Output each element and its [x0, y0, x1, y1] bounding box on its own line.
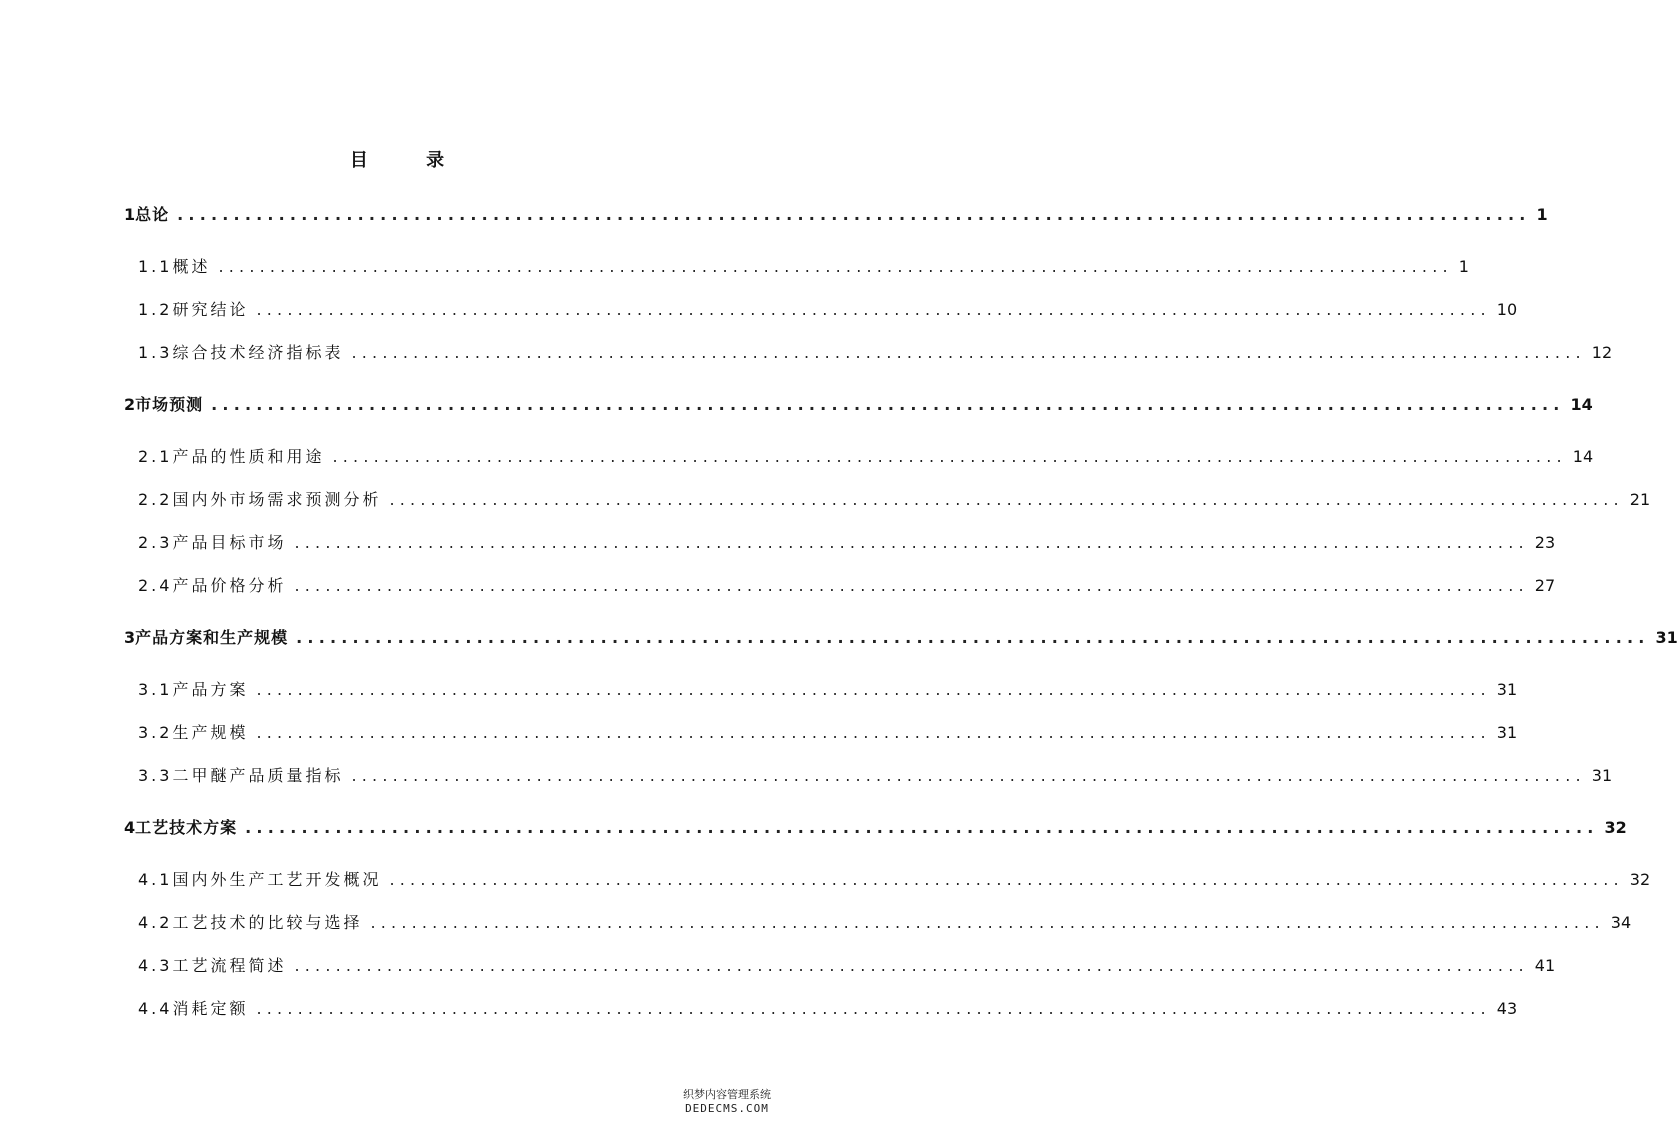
- toc-entry-page: 1: [1536, 205, 1548, 224]
- toc-entry[interactable]: [138, 340, 1613, 363]
- toc-entry-page: 32: [1604, 818, 1627, 837]
- toc-entry-number: 4.2: [138, 913, 173, 932]
- toc-entry[interactable]: [138, 573, 1556, 596]
- toc-entry[interactable]: [138, 444, 1594, 467]
- toc-entry-number: 1.3: [138, 343, 173, 362]
- toc-dot-leader: ........................................................................................................................: [256, 680, 1491, 699]
- toc-dot-leader: ........................................................................................................................: [351, 766, 1586, 785]
- toc-entry[interactable]: [124, 625, 1678, 648]
- toc-entry[interactable]: [124, 392, 1593, 415]
- toc-entry-page: 43: [1496, 999, 1518, 1018]
- toc-entry-number: 2.3: [138, 533, 173, 552]
- toc-entry-page: 31: [1496, 680, 1518, 699]
- toc-entry-number: 1.2: [138, 300, 173, 319]
- toc-entry-label: 总论: [135, 205, 170, 224]
- toc-dot-leader: ........................................................................................................................: [351, 343, 1586, 362]
- toc-dot-leader: ........................................................................................................................: [256, 300, 1491, 319]
- toc-dot-leader: ........................................................................................................................: [177, 205, 1531, 224]
- toc-entry-page: 23: [1534, 533, 1556, 552]
- toc-dot-leader: ........................................................................................................................: [296, 628, 1650, 647]
- toc-entry-page: 32: [1629, 870, 1651, 889]
- toc-entry-number: 3: [124, 628, 136, 647]
- toc-entry-page: 14: [1570, 395, 1593, 414]
- toc-entry-number: 3.3: [138, 766, 173, 785]
- toc-entry-page: 27: [1534, 576, 1556, 595]
- toc-entry-number: 1.1: [138, 257, 173, 276]
- toc-dot-leader: ........................................................................................................................: [256, 999, 1491, 1018]
- toc-entry[interactable]: [138, 677, 1518, 700]
- toc-dot-leader: ........................................................................................................................: [245, 818, 1599, 837]
- watermark-en-text: DEDECMS.COM: [685, 1102, 769, 1115]
- toc-entry-page: 14: [1572, 447, 1594, 466]
- toc-entry[interactable]: [138, 254, 1469, 277]
- toc-entry-label: 产品价格分析: [172, 576, 287, 595]
- toc-entry[interactable]: [138, 910, 1632, 933]
- toc-entry-label: 工艺技术方案: [135, 818, 238, 837]
- toc-entry[interactable]: [138, 530, 1556, 553]
- toc-entry-page: 1: [1458, 257, 1469, 276]
- toc-title: 目 录: [349, 150, 471, 171]
- toc-entry-page: 10: [1496, 300, 1518, 319]
- toc-dot-leader: ........................................................................................................................: [218, 257, 1453, 276]
- toc-dot-leader: ........................................................................................................................: [370, 913, 1605, 932]
- toc-entry-page: 12: [1591, 343, 1613, 362]
- toc-entry[interactable]: [138, 297, 1518, 320]
- toc-entry[interactable]: [138, 720, 1518, 743]
- toc-entry-number: 4.4: [138, 999, 173, 1018]
- toc-entry[interactable]: [138, 867, 1651, 890]
- toc-dot-leader: ........................................................................................................................: [332, 447, 1567, 466]
- toc-entry-page: 41: [1534, 956, 1556, 975]
- toc-entry-label: 产品的性质和用途: [172, 447, 325, 466]
- watermark: [666, 1088, 788, 1116]
- toc-entry-label: 产品目标市场: [172, 533, 287, 552]
- toc-dot-leader: ........................................................................................................................: [211, 395, 1565, 414]
- toc-entry-label: 消耗定额: [172, 999, 249, 1018]
- toc-entry-label: 生产规模: [172, 723, 249, 742]
- toc-entry[interactable]: [124, 815, 1627, 838]
- toc-entry-page: 31: [1655, 628, 1678, 647]
- toc-entry-label: 国内外市场需求预测分析: [172, 490, 382, 509]
- toc-entry[interactable]: [138, 953, 1556, 976]
- toc-entry-label: 工艺流程简述: [172, 956, 287, 975]
- toc-entry-page: 21: [1629, 490, 1651, 509]
- toc-entry-number: 2.2: [138, 490, 173, 509]
- toc-entry[interactable]: [138, 996, 1518, 1019]
- toc-entry-label: 国内外生产工艺开发概况: [172, 870, 382, 889]
- toc-entry-label: 综合技术经济指标表: [172, 343, 344, 362]
- toc-entry-number: 3.2: [138, 723, 173, 742]
- toc-entry-number: 4.3: [138, 956, 173, 975]
- toc-entry-label: 二甲醚产品质量指标: [172, 766, 344, 785]
- toc-entry-label: 概述: [172, 257, 211, 276]
- toc-entry[interactable]: [138, 763, 1613, 786]
- toc-entry-number: 1: [124, 205, 136, 224]
- toc-entry[interactable]: [124, 202, 1548, 225]
- toc-entry-page: 31: [1496, 723, 1518, 742]
- toc-dot-leader: ........................................................................................................................: [256, 723, 1491, 742]
- toc-entry-number: 4: [124, 818, 136, 837]
- toc-entry-page: 34: [1610, 913, 1632, 932]
- toc-entry-number: 3.1: [138, 680, 173, 699]
- toc-entry-number: 2.4: [138, 576, 173, 595]
- toc-entry-label: 工艺技术的比较与选择: [172, 913, 363, 932]
- toc-dot-leader: ........................................................................................................................: [294, 533, 1529, 552]
- toc-entry-label: 市场预测: [135, 395, 204, 414]
- toc-dot-leader: ........................................................................................................................: [294, 576, 1529, 595]
- toc-entry-label: 研究结论: [172, 300, 249, 319]
- toc-entry-number: 2: [124, 395, 136, 414]
- toc-entry-number: 4.1: [138, 870, 173, 889]
- toc-dot-leader: ........................................................................................................................: [389, 870, 1624, 889]
- toc-entry-page: 31: [1591, 766, 1613, 785]
- toc-entry-label: 产品方案: [172, 680, 249, 699]
- toc-entry-label: 产品方案和生产规模: [135, 628, 289, 647]
- toc-entry-number: 2.1: [138, 447, 173, 466]
- watermark-cn-text: 织梦内容管理系统: [683, 1088, 771, 1101]
- toc-dot-leader: ........................................................................................................................: [389, 490, 1624, 509]
- toc-dot-leader: ........................................................................................................................: [294, 956, 1529, 975]
- toc-entry[interactable]: [138, 487, 1651, 510]
